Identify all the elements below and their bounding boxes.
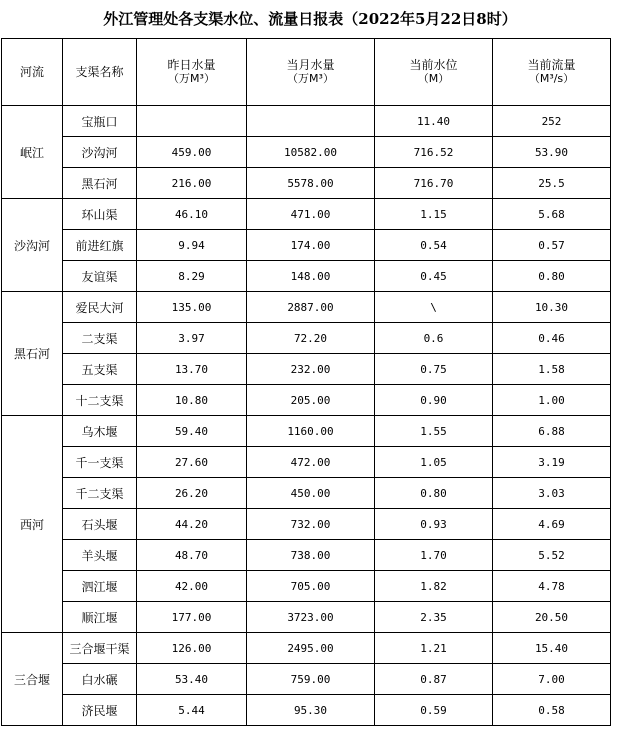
header-yesterday: [137, 39, 247, 106]
current-level: 1.70: [375, 540, 493, 571]
current-level: \: [375, 292, 493, 323]
channel-name: 二支渠: [63, 323, 137, 354]
current-flow: 5.68: [493, 199, 611, 230]
table-row: [2, 292, 611, 323]
current-level: 11.40: [375, 106, 493, 137]
channel-name: 济民堰: [63, 695, 137, 726]
yesterday-volume: 59.40: [137, 416, 247, 447]
yesterday-volume: 216.00: [137, 168, 247, 199]
header-month: [247, 39, 375, 106]
table-row: [2, 106, 611, 137]
yesterday-volume: 135.00: [137, 292, 247, 323]
table-row: [2, 261, 611, 292]
current-level: 0.45: [375, 261, 493, 292]
current-level: 716.52: [375, 137, 493, 168]
month-volume: 3723.00: [247, 602, 375, 633]
yesterday-volume: 8.29: [137, 261, 247, 292]
header-level-label: 当前水位: [409, 58, 458, 72]
month-volume: 10582.00: [247, 137, 375, 168]
current-flow: 252: [493, 106, 611, 137]
yesterday-volume: 44.20: [137, 509, 247, 540]
current-flow: 4.69: [493, 509, 611, 540]
channel-name: 十二支渠: [63, 385, 137, 416]
header-flow-unit: （M³/s）: [528, 72, 575, 85]
table-row: [2, 695, 611, 726]
yesterday-volume: 53.40: [137, 664, 247, 695]
yesterday-volume: 48.70: [137, 540, 247, 571]
current-flow: 3.19: [493, 447, 611, 478]
table-row: [2, 633, 611, 664]
header-month-label: 当月水量: [286, 58, 335, 72]
month-volume: 450.00: [247, 478, 375, 509]
channel-name: 五支渠: [63, 354, 137, 385]
yesterday-volume: 126.00: [137, 633, 247, 664]
header-row: [2, 39, 611, 106]
current-level: 0.6: [375, 323, 493, 354]
month-volume: 705.00: [247, 571, 375, 602]
table-row: [2, 540, 611, 571]
yesterday-volume: 13.70: [137, 354, 247, 385]
channel-name: 友谊渠: [63, 261, 137, 292]
month-volume: 5578.00: [247, 168, 375, 199]
current-flow: 53.90: [493, 137, 611, 168]
current-flow: 25.5: [493, 168, 611, 199]
yesterday-volume: 459.00: [137, 137, 247, 168]
header-month-unit: （万M³）: [287, 72, 334, 85]
channel-name: 乌木堰: [63, 416, 137, 447]
river-name: 西河: [2, 416, 63, 633]
month-volume: 738.00: [247, 540, 375, 571]
current-level: 716.70: [375, 168, 493, 199]
channel-name: 前进红旗: [63, 230, 137, 261]
current-level: 1.82: [375, 571, 493, 602]
table-row: [2, 354, 611, 385]
current-level: 1.55: [375, 416, 493, 447]
table-row: [2, 230, 611, 261]
current-flow: 1.00: [493, 385, 611, 416]
table-row: [2, 385, 611, 416]
report-table: [1, 38, 611, 726]
channel-name: 沙沟河: [63, 137, 137, 168]
table-row: [2, 323, 611, 354]
table-row: [2, 447, 611, 478]
channel-name: 千二支渠: [63, 478, 137, 509]
current-level: 0.87: [375, 664, 493, 695]
current-flow: 3.03: [493, 478, 611, 509]
current-flow: 0.46: [493, 323, 611, 354]
month-volume: 72.20: [247, 323, 375, 354]
current-flow: 1.58: [493, 354, 611, 385]
header-yesterday-label: 昨日水量: [167, 58, 216, 72]
yesterday-volume: 27.60: [137, 447, 247, 478]
channel-name: 白水碾: [63, 664, 137, 695]
yesterday-volume: 46.10: [137, 199, 247, 230]
header-river: 河流: [2, 39, 63, 106]
river-name: 岷江: [2, 106, 63, 199]
month-volume: 732.00: [247, 509, 375, 540]
month-volume: 472.00: [247, 447, 375, 478]
current-flow: 10.30: [493, 292, 611, 323]
header-level-unit: （M）: [417, 72, 450, 85]
river-name: 黑石河: [2, 292, 63, 416]
channel-name: 千一支渠: [63, 447, 137, 478]
current-flow: 0.80: [493, 261, 611, 292]
channel-name: 泗江堰: [63, 571, 137, 602]
current-flow: 4.78: [493, 571, 611, 602]
header-yesterday-unit: （万M³）: [168, 72, 215, 85]
channel-name: 宝瓶口: [63, 106, 137, 137]
current-flow: 0.58: [493, 695, 611, 726]
channel-name: 羊头堰: [63, 540, 137, 571]
yesterday-volume: 26.20: [137, 478, 247, 509]
current-flow: 0.57: [493, 230, 611, 261]
header-channel: 支渠名称: [63, 39, 137, 106]
header-level: [375, 39, 493, 106]
channel-name: 石头堰: [63, 509, 137, 540]
current-level: 2.35: [375, 602, 493, 633]
current-level: 1.05: [375, 447, 493, 478]
yesterday-volume: 10.80: [137, 385, 247, 416]
month-volume: 174.00: [247, 230, 375, 261]
yesterday-volume: 9.94: [137, 230, 247, 261]
month-volume: 95.30: [247, 695, 375, 726]
channel-name: 三合堰干渠: [63, 633, 137, 664]
table-row: [2, 664, 611, 695]
channel-name: 顺江堰: [63, 602, 137, 633]
yesterday-volume: 177.00: [137, 602, 247, 633]
table-row: [2, 137, 611, 168]
table-row: [2, 199, 611, 230]
yesterday-volume: 3.97: [137, 323, 247, 354]
channel-name: 黑石河: [63, 168, 137, 199]
month-volume: 759.00: [247, 664, 375, 695]
channel-name: 爱民大河: [63, 292, 137, 323]
month-volume: 148.00: [247, 261, 375, 292]
yesterday-volume: 42.00: [137, 571, 247, 602]
river-name: 三合堰: [2, 633, 63, 726]
river-name: 沙沟河: [2, 199, 63, 292]
table-row: [2, 168, 611, 199]
current-level: 0.93: [375, 509, 493, 540]
header-flow-label: 当前流量: [527, 58, 576, 72]
current-level: 0.54: [375, 230, 493, 261]
current-level: 1.21: [375, 633, 493, 664]
current-level: 1.15: [375, 199, 493, 230]
month-volume: 205.00: [247, 385, 375, 416]
yesterday-volume: 5.44: [137, 695, 247, 726]
current-flow: 15.40: [493, 633, 611, 664]
table-row: [2, 509, 611, 540]
table-row: [2, 602, 611, 633]
month-volume: 2495.00: [247, 633, 375, 664]
month-volume: 1160.00: [247, 416, 375, 447]
channel-name: 环山渠: [63, 199, 137, 230]
current-level: 0.80: [375, 478, 493, 509]
month-volume: 232.00: [247, 354, 375, 385]
month-volume: 471.00: [247, 199, 375, 230]
current-flow: 7.00: [493, 664, 611, 695]
current-level: 0.59: [375, 695, 493, 726]
current-flow: 5.52: [493, 540, 611, 571]
table-row: [2, 416, 611, 447]
current-flow: 6.88: [493, 416, 611, 447]
current-flow: 20.50: [493, 602, 611, 633]
month-volume: 2887.00: [247, 292, 375, 323]
table-row: [2, 478, 611, 509]
table-row: [2, 571, 611, 602]
yesterday-volume: [137, 106, 247, 137]
header-flow: [493, 39, 611, 106]
month-volume: [247, 106, 375, 137]
report-title: 外江管理处各支渠水位、流量日报表（2022年5月22日8时）: [103, 10, 517, 28]
current-level: 0.75: [375, 354, 493, 385]
current-level: 0.90: [375, 385, 493, 416]
